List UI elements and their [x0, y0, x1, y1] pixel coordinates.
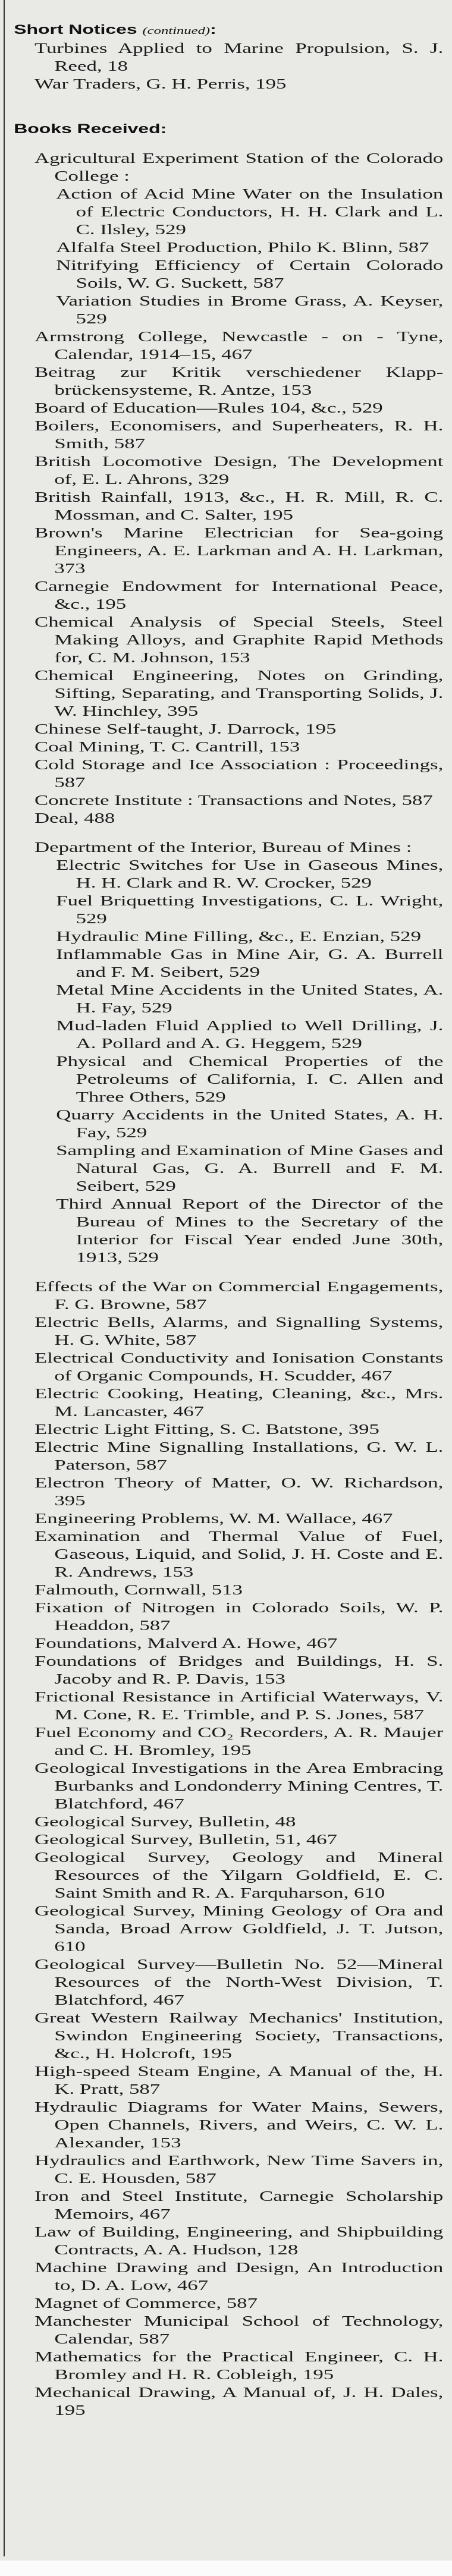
- index-entry: Beitrag zur Kritik verschiedener Klappbrückensysteme, R. Antze, 153: [34, 365, 444, 398]
- sub-index-entry: Hydraulic Mine Filling, &c., E. Enzian, 529: [56, 929, 421, 945]
- index-entry: Hydraulics and Earthwork, New Time Savers in, C. E. Housden, 587: [34, 2153, 444, 2187]
- index-entry: British Rainfall, 1913, &c., H. R. Mill, R. C. Mossman, and C. Salter, 195: [34, 490, 444, 523]
- sub-index-entry: Variation Studies in Brome Grass, A. Keyser, 529: [56, 294, 444, 327]
- index-entry: Manchester Municipal School of Technology, Calendar, 587: [34, 2314, 444, 2347]
- index-entry: Geological Survey—Bulletin No. 52—Mineral Resources of the North-West Division, T. Blatchford, 467: [34, 1957, 444, 2008]
- continued-label: (continued): [142, 25, 211, 36]
- index-entry: Electric Cooking, Heating, Cleaning, &c., Mrs. M. Lancaster, 467: [34, 1386, 444, 1420]
- index-entry: Engineering Problems, W. M. Wallace, 467: [34, 1511, 393, 1527]
- index-entry: High-speed Steam Engine, A Manual of the, H. K. Pratt, 587: [34, 2064, 444, 2097]
- index-entry: Coal Mining, T. C. Cantrill, 153: [34, 740, 300, 755]
- index-entry: Armstrong College, Newcastle - on - Tyne, Calendar, 1914–15, 467: [34, 329, 444, 363]
- index-entry: Magnet of Commerce, 587: [34, 2296, 258, 2311]
- index-entry: Mechanical Drawing, A Manual of, J. H. Dales, 195: [34, 2385, 444, 2418]
- index-entry: Great Western Railway Mechanics' Institution, Swindon Engineering Society, Transactions, &c., H. Holcroft, 195: [34, 2011, 444, 2062]
- index-entry: Electrical Conductivity and Ionisation Constants of Organic Compounds, H. Scudder, 467: [34, 1351, 444, 1384]
- index-entry: Department of the Interior, Bureau of Mines :: [34, 840, 412, 855]
- index-entry: Agricultural Experiment Station of the Colorado College :: [34, 151, 444, 184]
- index-entry: Boilers, Economisers, and Superheaters, R. H. Smith, 587: [34, 419, 444, 452]
- short-notices-heading: [14, 21, 452, 40]
- short-notices-list: [0, 40, 452, 93]
- index-entry: Deal, 488: [34, 811, 115, 826]
- index-entry: Foundations, Malverd A. Howe, 467: [34, 1636, 338, 1652]
- sub-index-entry: Metal Mine Accidents in the United States, A. H. Fay, 529: [56, 983, 444, 1016]
- sub-index-entry: Inflammable Gas in Mine Air, G. A. Burrell and F. M. Seibert, 529: [56, 947, 444, 980]
- index-entry: Chemical Engineering, Notes on Grinding, Sifting, Separating, and Transporting Solids, J. W. Hinchley, 395: [34, 668, 444, 719]
- index-entry: Brown's Marine Electrician for Sea-going Engineers, A. E. Larkman and A. H. Larkman, 373: [34, 526, 444, 577]
- index-entry: Electron Theory of Matter, O. W. Richardson, 395: [34, 1476, 444, 1509]
- index-entry: Chemical Analysis of Special Steels, Steel Making Alloys, and Graphite Rapid Methods for, C. M. Johnson, 153: [34, 615, 444, 666]
- index-entry: Concrete Institute : Transactions and Notes, 587: [34, 793, 433, 809]
- sub-index-entry: Electric Switches for Use in Gaseous Mines, H. H. Clark and R. W. Crocker, 529: [56, 858, 444, 891]
- index-entry: British Locomotive Design, The Development of, E. L. Ahrons, 329: [34, 454, 444, 487]
- index-entry: Geological Survey, Bulletin, 51, 467: [34, 1832, 338, 1848]
- sub-index-entry: Fuel Briquetting Investigations, C. L. Wright, 529: [56, 894, 444, 927]
- index-entry: Law of Building, Engineering, and Shipbuilding Contracts, A. A. Hudson, 128: [34, 2225, 444, 2258]
- sub-index-entry: Quarry Accidents in the United States, A. H. Fay, 529: [56, 1108, 444, 1141]
- index-entry: Machine Drawing and Design, An Introduction to, D. A. Low, 467: [34, 2260, 444, 2294]
- index-entry: Frictional Resistance in Artificial Waterways, V. M. Cone, R. E. Trimble, and P. S. Jones, 587: [34, 1690, 444, 1723]
- sub-index-entry: Third Annual Report of the Director of the Bureau of Mines to the Secretary of the Interior for Fiscal Year ended June 30th, 1913, 529: [56, 1197, 444, 1266]
- index-entry: Hydraulic Diagrams for Water Mains, Sewers, Open Channels, Rivers, and Weirs, C. W. L. Alexander, 153: [34, 2100, 444, 2151]
- index-entry: Foundations of Bridges and Buildings, H. S. Jacoby and R. P. Davis, 153: [34, 1654, 444, 1687]
- sub-index-entry: Action of Acid Mine Water on the Insulation of Electric Conductors, H. H. Clark and L. C. Ilsley, 529: [56, 187, 444, 238]
- index-entry: Fuel Economy and CO₂ Recorders, A. R. Maujer and C. H. Bromley, 195: [34, 1725, 444, 1759]
- index-entry: Effects of the War on Commercial Engagements, F. G. Browne, 587: [34, 1279, 444, 1313]
- index-entry: Iron and Steel Institute, Carnegie Scholarship Memoirs, 467: [34, 2189, 444, 2222]
- index-entry: Carnegie Endowment for International Peace, &c., 195: [34, 579, 444, 612]
- index-entry: Geological Survey, Bulletin, 48: [34, 1814, 296, 1830]
- index-entry: Falmouth, Cornwall, 513: [34, 1583, 243, 1598]
- heading-colon: :: [210, 22, 216, 37]
- index-entry: Electric Mine Signalling Installations, G. W. L. Paterson, 587: [34, 1440, 444, 1473]
- index-entry: Geological Survey, Mining Geology of Ora and Sanda, Broad Arrow Goldfield, J. T. Jutson, 610: [34, 1904, 444, 1955]
- sub-index-entry: Alfalfa Steel Production, Philo K. Blinn, 587: [56, 240, 429, 256]
- books-received-list: [0, 150, 452, 2420]
- index-entry: Mathematics for the Practical Engineer, C. H. Bromley and H. R. Cobleigh, 195: [34, 2349, 444, 2383]
- index-entry: Geological Investigations in the Area Embracing Burbanks and Londonderry Mining Centres, T. Blatchford, 467: [34, 1761, 444, 1812]
- index-entry: War Traders, G. H. Perris, 195: [34, 77, 287, 92]
- sub-index-entry: Mud-laden Fluid Applied to Well Drilling, J. A. Pollard and A. G. Heggem, 529: [56, 1018, 444, 1052]
- index-entry: Electric Light Fitting, S. C. Batstone, 395: [34, 1422, 379, 1438]
- index-entry: Board of Education—Rules 104, &c., 529: [34, 401, 383, 416]
- index-entry: Geological Survey, Geology and Mineral Resources of the Yilgarn Goldfield, E. C. Saint Smith and R. A. Farquharson, 610: [34, 1850, 444, 1901]
- index-entry: Fixation of Nitrogen in Colorado Soils, W. P. Headdon, 587: [34, 1600, 444, 1634]
- index-entry: Examination and Thermal Value of Fuel, Gaseous, Liquid, and Solid, J. H. Coste and E. R. Andrews, 153: [34, 1529, 444, 1580]
- index-entry: Chinese Self-taught, J. Darrock, 195: [34, 722, 337, 737]
- short-notices-title: Short Notices: [14, 22, 137, 37]
- index-entry: Turbines Applied to Marine Propulsion, S. J. Reed, 18: [34, 41, 444, 74]
- index-entry: Cold Storage and Ice Association : Proceedings, 587: [34, 757, 444, 791]
- sub-index-entry: Sampling and Examination of Mine Gases and Natural Gas, G. A. Burrell and F. M. Seibert, 529: [56, 1143, 444, 1194]
- index-entry: Electric Bells, Alarms, and Signalling Systems, H. G. White, 587: [34, 1315, 444, 1348]
- books-received-heading: Books Received:: [14, 121, 167, 136]
- sub-index-entry: Nitrifying Efficiency of Certain Colorado Soils, W. G. Suckett, 587: [56, 258, 444, 291]
- sub-index-entry: Physical and Chemical Properties of the Petroleums of California, I. C. Allen and Three Others, 529: [56, 1054, 444, 1105]
